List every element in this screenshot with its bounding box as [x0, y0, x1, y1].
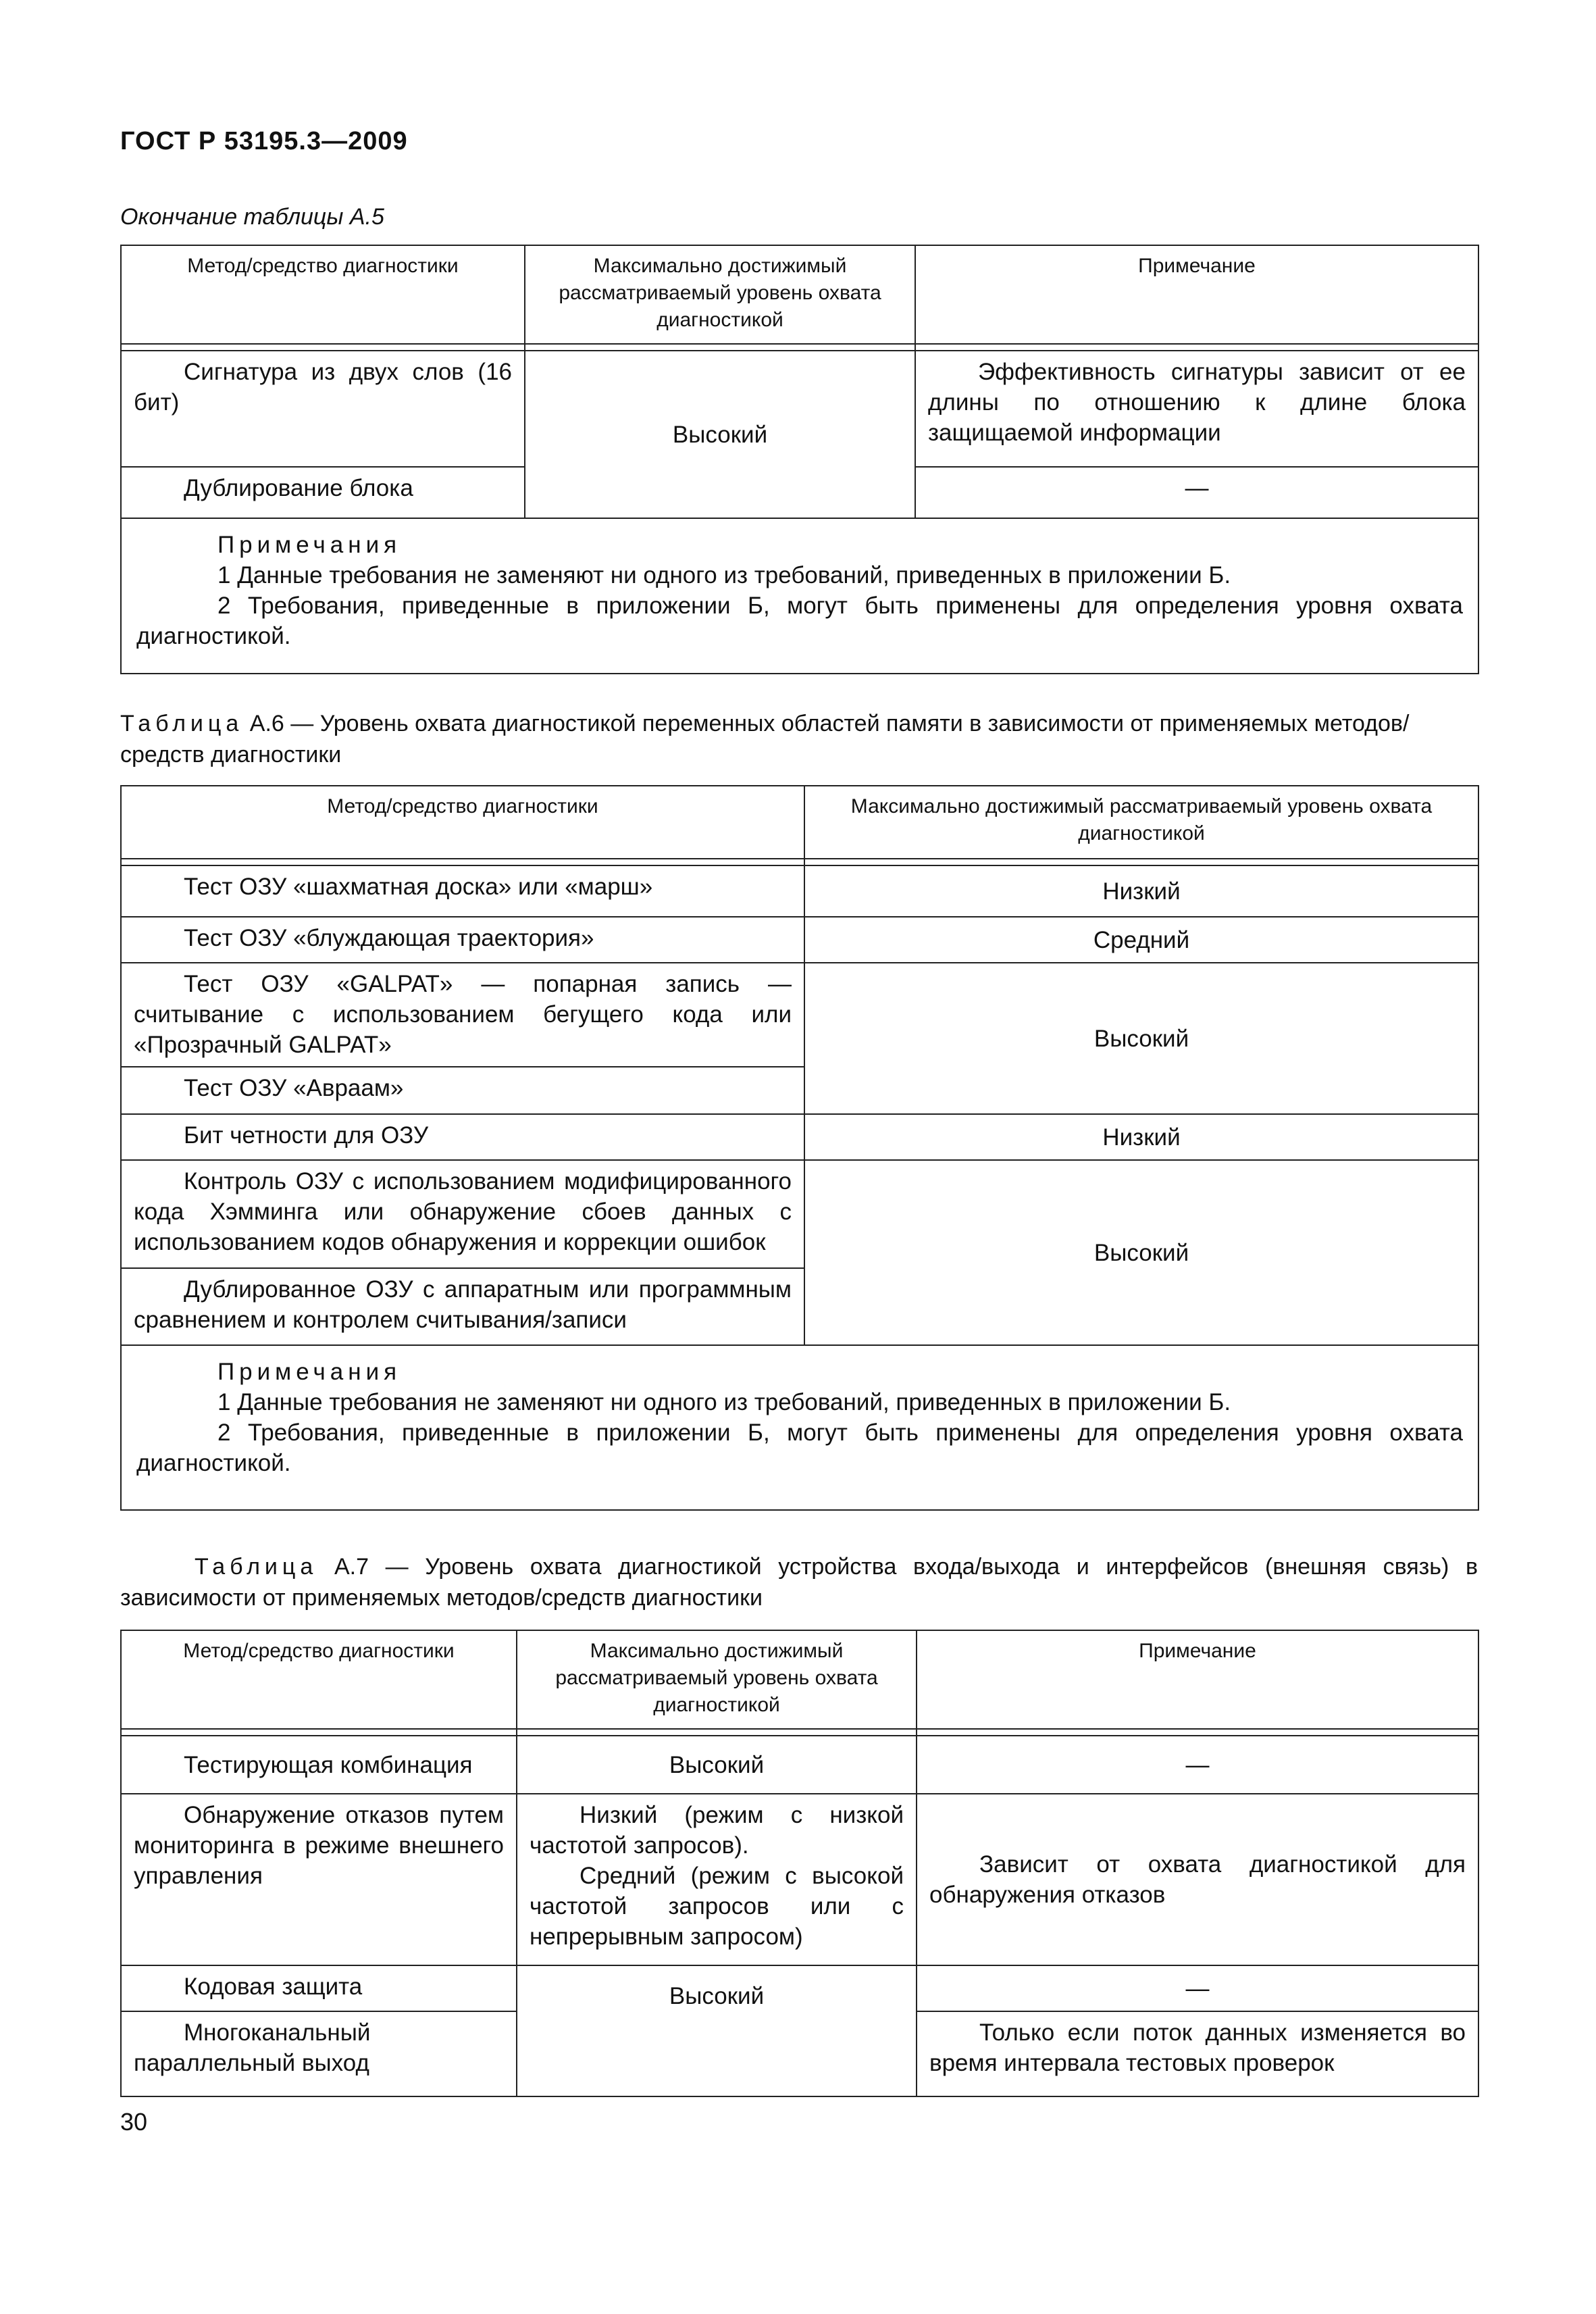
table-a5-caption: Окончание таблицы А.5 — [120, 204, 384, 230]
table-a7-row1-method: Тестирующая комбинация — [121, 1736, 517, 1794]
table-a7-row2-method: Обнаружение отказов путем мониторинга в режиме внешнего управления — [121, 1794, 517, 1965]
table-a6-row1-method: Тест ОЗУ «шахматная доска» или «марш» — [121, 865, 804, 917]
table-a5-row1-note: Эффективность сигнатуры зависит от ее длины по отношению к длине блока защищаемой информации — [915, 351, 1478, 467]
table-a5-note-1: 1 Данные требования не заменяют ни одного из требований, приведенных в приложении Б. — [217, 562, 1231, 588]
table-a6-note-2: 2 Требования, приведенные в приложении Б, могут быть применены для определения уровня охвата диагностикой. — [136, 1419, 1463, 1476]
table-a7-row3-method: Кодовая защита — [121, 1965, 517, 2011]
table-a5-notes — [121, 518, 1478, 674]
table-a6-note-1: 1 Данные требования не заменяют ни одного из требований, приведенных в приложении Б. — [217, 1389, 1231, 1415]
table-a7-header-level: Максимально достижимый рассматриваемый уровень охвата диагностикой — [517, 1630, 917, 1729]
table-a6-row1-level: Низкий — [804, 865, 1478, 917]
page-number: 30 — [120, 2108, 148, 2136]
table-a7-row4-method: Многоканальный параллельный выход — [121, 2011, 517, 2096]
table-a6-caption-prefix: Таблица — [120, 711, 244, 736]
table-a7-row3-note: — — [917, 1965, 1478, 2011]
table-a7-row1-level: Высокий — [517, 1736, 917, 1794]
table-a7-row1-note: — — [917, 1736, 1478, 1794]
table-a5-row1-level: Высокий — [525, 351, 915, 518]
table-a5-note-2: 2 Требования, приведенные в приложении Б, могут быть применены для определения уровня охвата диагностикой. — [136, 593, 1463, 649]
table-a6-row7-method: Дублированное ОЗУ с аппаратным или программным сравнением и контролем считывания/записи — [121, 1268, 804, 1345]
table-a7-row2-level — [517, 1794, 917, 1965]
table-a7-header-method: Метод/средство диагностики — [121, 1630, 517, 1729]
table-a6-notes — [121, 1345, 1478, 1510]
table-a6-caption — [120, 708, 1478, 770]
table-a6-row6-level: Высокий — [804, 1160, 1478, 1345]
table-a6-row3-method: Тест ОЗУ «GALPAT» — попарная запись — считывание с использованием бегущего кода или «Прозрачный GALPAT» — [121, 963, 804, 1067]
table-a5-header-level: Максимально достижимый рассматриваемый уровень охвата диагностикой — [525, 245, 915, 344]
table-a7-row2-note: Зависит от охвата диагностикой для обнаружения отказов — [917, 1794, 1478, 1965]
table-a6-row5-method: Бит четности для ОЗУ — [121, 1114, 804, 1160]
table-a6-row5-level: Низкий — [804, 1114, 1478, 1160]
table-a5-row1-method: Сигнатура из двух слов (16 бит) — [121, 351, 525, 467]
table-a7-header-note: Примечание — [917, 1630, 1478, 1729]
table-a5-row2-method: Дублирование блока — [121, 467, 525, 518]
table-a7-row4-note: Только если поток данных изменяется во время интервала тестовых проверок — [917, 2011, 1478, 2096]
table-a7-caption-text: А.7 — Уровень охвата диагностикой устройства входа/выхода и интерфейсов (внешняя связь) в зависимости от применяемых методов/средств диагностики — [120, 1554, 1478, 1611]
table-a7-row3-level: Высокий — [517, 1965, 917, 2096]
table-a7-row2-level-medium: Средний (режим с высокой частотой запросов или с непрерывным запросом) — [530, 1863, 904, 1950]
table-a6 — [120, 785, 1479, 1511]
table-a7-caption — [120, 1551, 1478, 1613]
table-a5 — [120, 245, 1479, 674]
table-a6-row2-method: Тест ОЗУ «блуждающая траектория» — [121, 917, 804, 963]
table-a6-caption-text: А.6 — Уровень охвата диагностикой переменных областей памяти в зависимости от применяемых методов/средств диагностики — [120, 711, 1410, 768]
standard-header: ГОСТ Р 53195.3—2009 — [120, 127, 408, 155]
table-a5-header-note: Примечание — [915, 245, 1478, 344]
table-a5-row2-note: — — [915, 467, 1478, 518]
table-a6-header-method: Метод/средство диагностики — [121, 786, 804, 859]
table-a5-notes-title: Примечания — [217, 532, 402, 558]
table-a6-row6-method: Контроль ОЗУ с использованием модифицированного кода Хэмминга или обнаружение сбоев данных с использованием кодов обнаружения и коррекции ошибок — [121, 1160, 804, 1268]
table-a6-header-level: Максимально достижимый рассматриваемый уровень охвата диагностикой — [804, 786, 1478, 859]
table-a7 — [120, 1630, 1479, 2097]
table-a7-row2-level-low: Низкий (режим с низкой частотой запросов). — [530, 1802, 904, 1859]
table-a6-row3-level: Высокий — [804, 963, 1478, 1114]
table-a6-row2-level: Средний — [804, 917, 1478, 963]
table-a5-header-method: Метод/средство диагностики — [121, 245, 525, 344]
table-a7-caption-prefix: Таблица — [195, 1554, 318, 1580]
table-a6-row4-method: Тест ОЗУ «Авраам» — [121, 1067, 804, 1114]
table-a6-notes-title: Примечания — [217, 1359, 402, 1385]
